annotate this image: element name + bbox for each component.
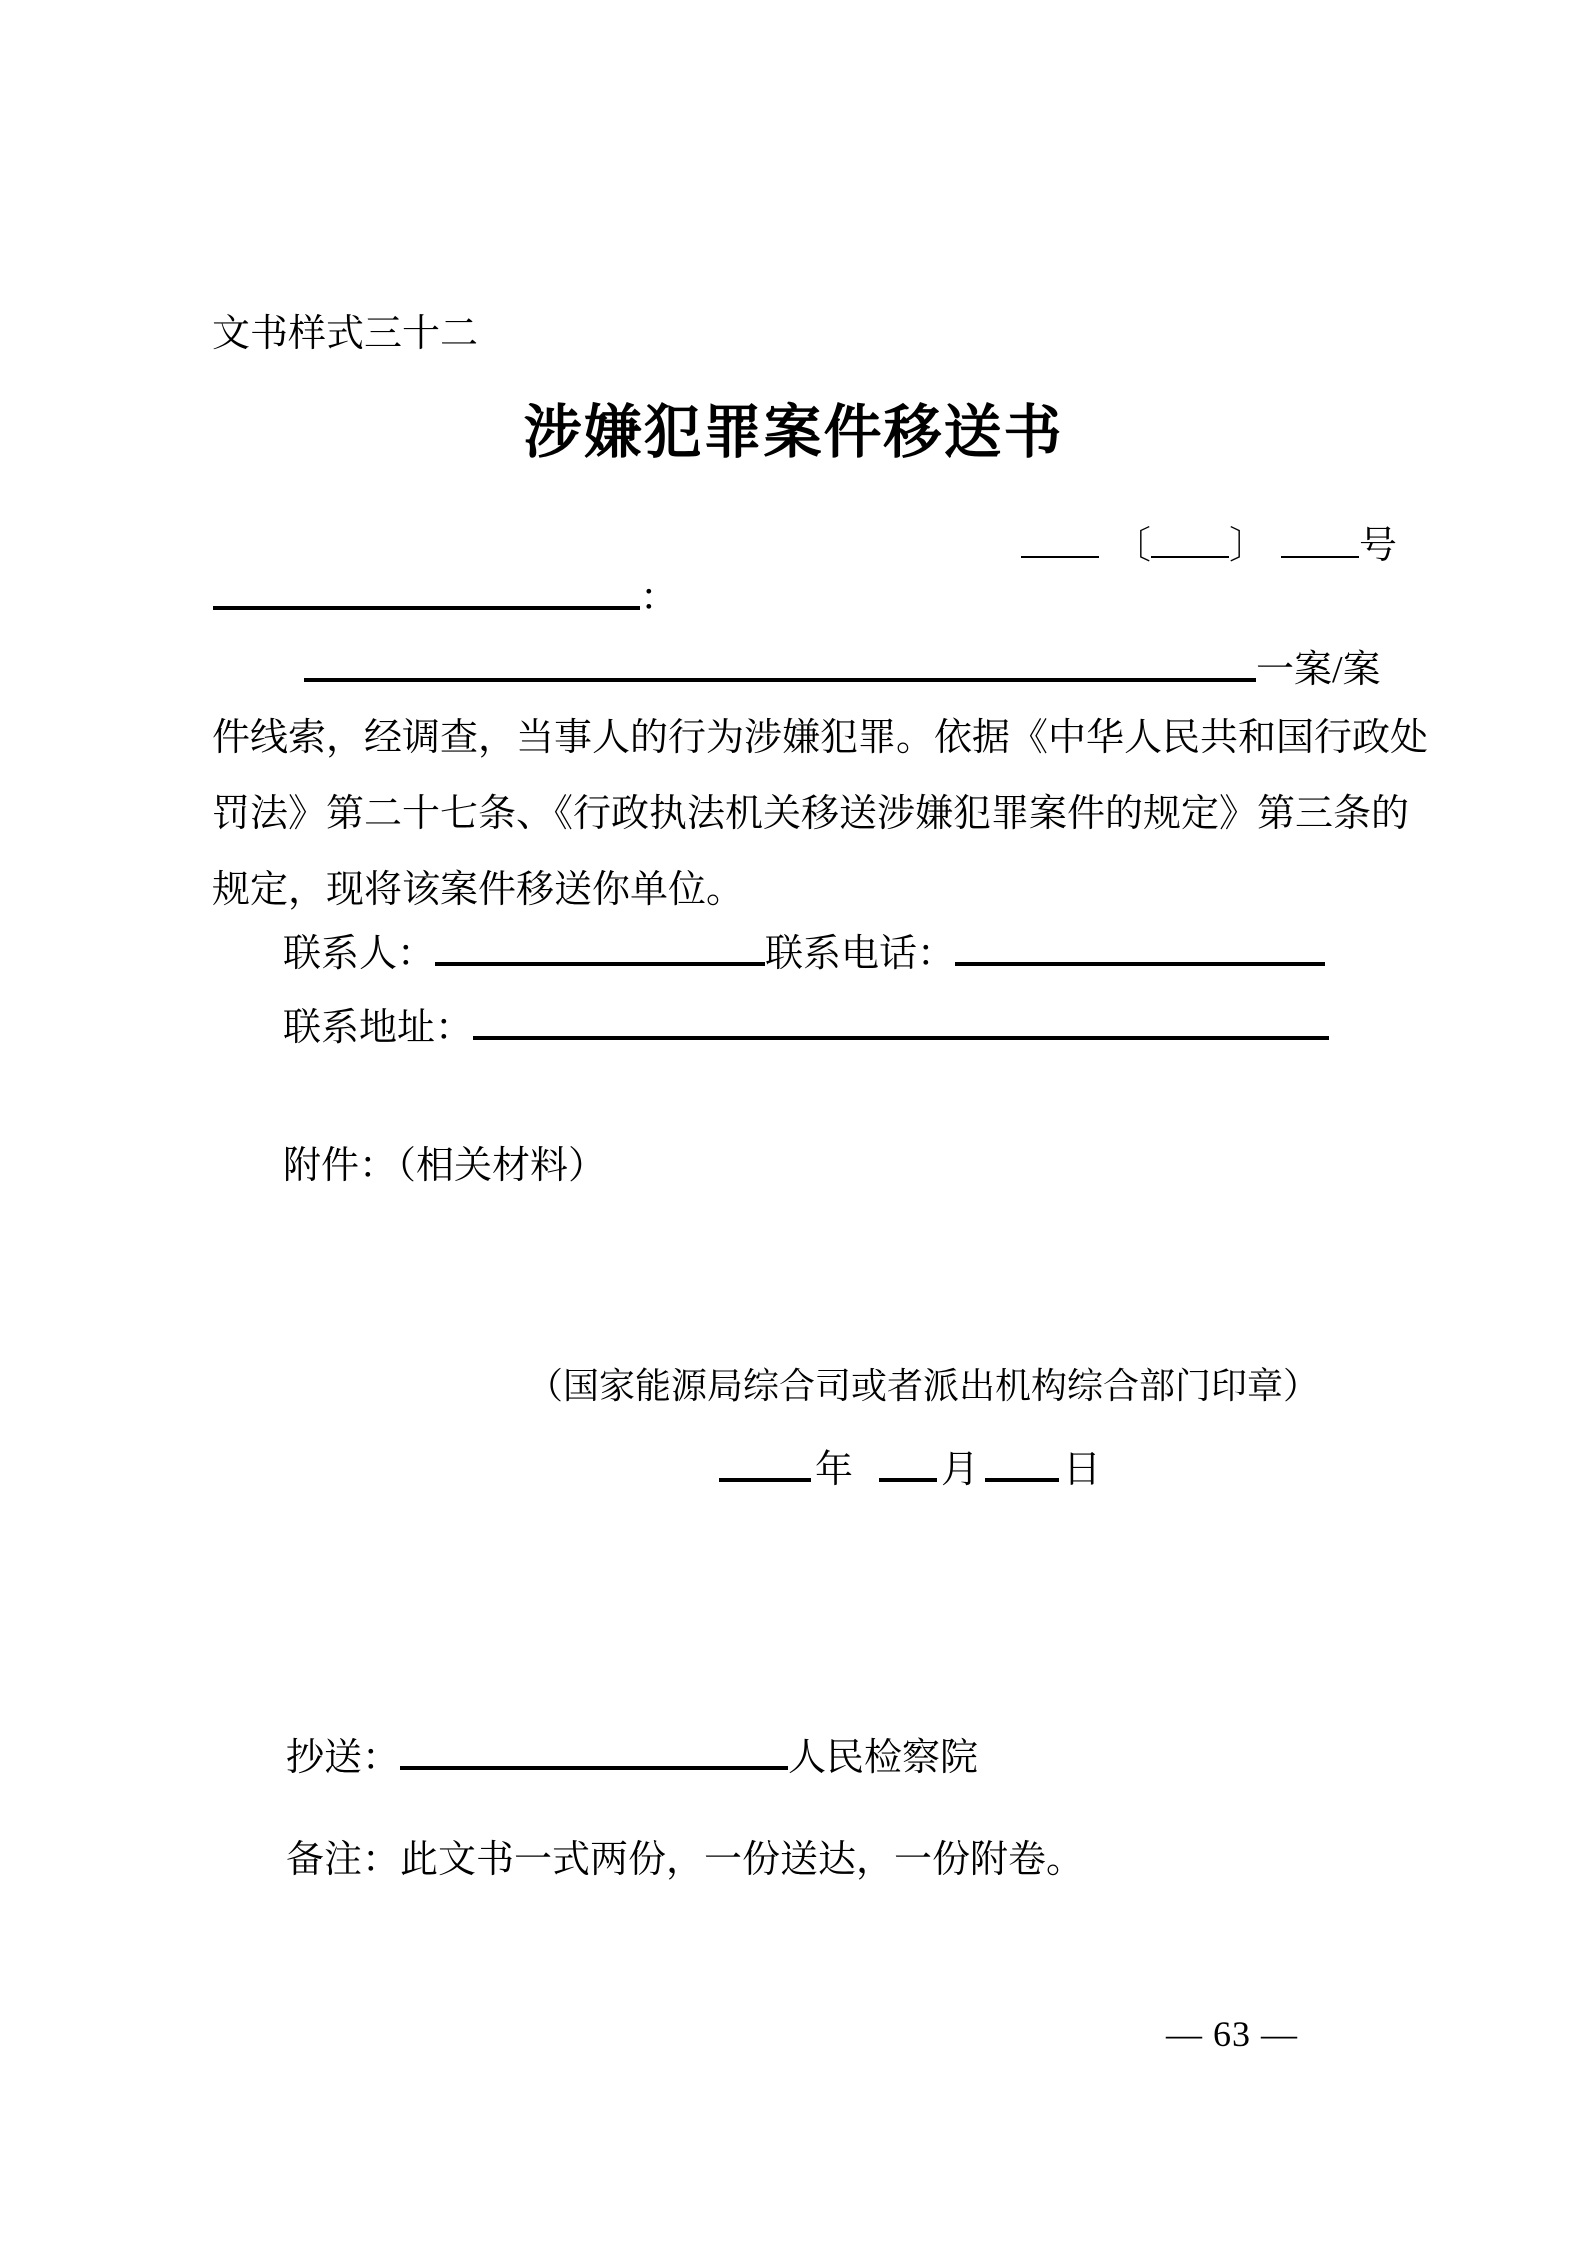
ref-open-bracket: 〔 xyxy=(1112,525,1151,567)
cc-suffix: 人民检察院 xyxy=(788,1737,979,1779)
body-line: 规定，现将该案件移送你单位。 xyxy=(212,869,745,911)
date-day-blank xyxy=(985,1438,1059,1482)
date-year-label: 年 xyxy=(815,1449,854,1491)
body-line: 件线索，经调查，当事人的行为涉嫌犯罪。依据《中华人民共和国行政处 xyxy=(212,717,1429,759)
page-number: — 63 — xyxy=(1166,2014,1298,2054)
case-name-line xyxy=(304,638,1381,694)
ref-number-blank-2 xyxy=(1151,516,1229,558)
body-line: 罚法》第二十七条、《行政执法机关移送涉嫌犯罪案件的规定》第三条的 xyxy=(212,793,1410,835)
ref-number-line xyxy=(1021,516,1397,570)
case-name-blank xyxy=(304,638,1256,682)
ref-number-blank-3 xyxy=(1281,516,1359,558)
contact-address-line xyxy=(283,996,1329,1052)
contact-phone-label: 联系电话： xyxy=(765,933,956,975)
contact-phone-blank xyxy=(955,922,1325,966)
ref-number-blank-1 xyxy=(1021,516,1099,558)
contact-address-blank xyxy=(473,996,1329,1040)
addressee-blank xyxy=(213,566,640,610)
date-day-label: 日 xyxy=(1063,1449,1102,1491)
contact-person-blank xyxy=(435,922,765,966)
cc-blank xyxy=(400,1726,788,1770)
cc-line xyxy=(286,1726,978,1782)
attachment-line: 附件：（相关材料） xyxy=(283,1145,607,1187)
doc-sample-label: 文书样式三十二 xyxy=(212,313,479,355)
addressee-line xyxy=(213,566,678,622)
document-title: 涉嫌犯罪案件移送书 xyxy=(523,400,1064,465)
stamp-note: （国家能源局综合司或者派出机构综合部门印章） xyxy=(527,1366,1320,1406)
date-year-blank xyxy=(719,1438,811,1482)
body-paragraph xyxy=(212,700,1429,928)
date-month-label: 月 xyxy=(941,1449,980,1491)
contact-address-label: 联系地址： xyxy=(283,1007,474,1049)
addressee-colon: ： xyxy=(640,577,679,619)
date-line xyxy=(719,1438,1101,1494)
contact-person-label: 联系人： xyxy=(283,933,436,975)
cc-label: 抄送： xyxy=(286,1737,401,1779)
contact-line xyxy=(283,922,1325,978)
date-month-blank xyxy=(879,1438,937,1482)
remark-line: 备注：此文书一式两份，一份送达，一份附卷。 xyxy=(286,1839,1085,1881)
ref-number-suffix: 号 xyxy=(1358,525,1397,567)
case-suffix: 一案/案 xyxy=(1256,649,1381,691)
ref-close-bracket: 〕 xyxy=(1228,525,1267,567)
